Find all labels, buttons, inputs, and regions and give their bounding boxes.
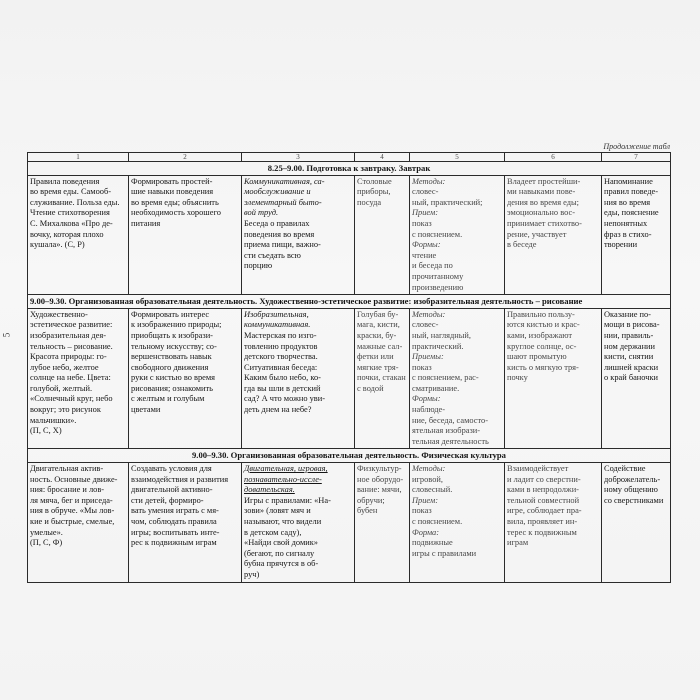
text-line: со сверстниками <box>604 495 664 505</box>
text-line: Изобразительная, <box>244 309 309 319</box>
text-line: называют, что видели <box>244 517 322 526</box>
text-line: умелые». <box>30 527 63 537</box>
text-line: Чтение стихотворения <box>30 208 110 218</box>
section-header-row <box>28 295 671 309</box>
techniques-text <box>412 363 502 395</box>
methods-text <box>412 320 502 352</box>
cell-materials <box>355 463 410 583</box>
methods-label: Методы: <box>412 464 446 474</box>
text-line: вила, проявляет ин- <box>507 517 578 526</box>
text-line: ния в обруче. «Мы лов- <box>30 506 115 516</box>
text-line: Художественно- <box>30 309 88 319</box>
column-number: 4 <box>355 153 410 162</box>
text-line: ятельная изобрази- <box>412 426 481 436</box>
cell-goals <box>129 308 242 449</box>
text-line: эмоционально вос- <box>507 208 575 218</box>
text-line: круглое солнце, ос- <box>507 341 577 351</box>
text-line: словесный. <box>412 485 453 495</box>
cell-goals <box>129 463 242 583</box>
column-number: 5 <box>410 153 505 162</box>
text-line: мага, кисти, <box>357 320 400 330</box>
text-line: поведения во время <box>244 229 315 239</box>
text-line: вой труд. <box>244 208 279 218</box>
text-line: деть днем на небе? <box>244 405 312 415</box>
text-line: порцию <box>244 261 273 271</box>
text-line: Содействие <box>604 464 646 474</box>
text-line: фраз в стихо- <box>604 229 652 239</box>
text-line: во время еды; объяснить <box>131 197 219 207</box>
text-line: ное оборудо- <box>357 474 404 484</box>
text-line: тельная деятельность <box>412 436 489 446</box>
text-line: ля мяча, бег и приседа- <box>30 495 113 505</box>
cell-goals <box>129 175 242 295</box>
cell-activity <box>242 175 355 295</box>
methods-text <box>412 475 502 496</box>
text-line: дения во время еды; <box>507 197 579 207</box>
techniques-text <box>412 219 502 240</box>
text-line: сти детей, формиро- <box>131 495 204 505</box>
text-line: игры; воспитывать инте- <box>131 527 220 537</box>
text-line: и ладит со сверстни- <box>507 474 581 484</box>
table-row <box>28 463 671 583</box>
column-number: 7 <box>602 153 671 162</box>
text-line: Напоминание <box>604 176 653 186</box>
text-line: рение, участвует <box>507 229 567 239</box>
techniques-text <box>412 506 502 527</box>
text-line: Формировать простей- <box>131 176 213 186</box>
section-header-row <box>28 162 671 176</box>
text-line: товлению продуктов <box>244 341 318 351</box>
text-line: (П, С, Х) <box>30 426 62 436</box>
lesson-plan-table <box>27 152 671 583</box>
text-line: чом, соблюдать правила <box>131 517 217 526</box>
text-line: Правила поведения <box>30 176 100 186</box>
text-line: почки, стакан <box>357 373 406 383</box>
text-line: (бегают, по сигналу <box>244 548 315 558</box>
text-line: голубой, желтый. <box>30 383 93 393</box>
text-line: тельность – рисование. <box>30 341 113 351</box>
text-line: показ <box>412 218 432 228</box>
text-line: гда вы шли в детский <box>244 383 321 393</box>
text-line: «Найди свой домик» <box>244 538 318 548</box>
text-line: вершенствовать навык <box>131 352 212 362</box>
cell-support <box>602 175 671 295</box>
text-line: с пояснением. <box>412 229 463 239</box>
text-line: еды, пояснение <box>604 208 659 218</box>
text-line: мягкие тря- <box>357 362 399 372</box>
section-title: 9.00–9.30. Организованная образовательная деятельность. Художественно-эстетическое развитие: изобразительная деятельность – рисование <box>28 295 671 309</box>
column-number: 1 <box>28 153 129 162</box>
text-line: служивание. Польза еды. <box>30 197 120 207</box>
forms-label: Формы: <box>412 240 441 250</box>
text-line: игровой, <box>412 474 443 484</box>
activity-text <box>244 496 352 581</box>
text-line: необходимость хорошего <box>131 208 221 218</box>
text-line: детского творчества. <box>244 352 318 362</box>
text-line: довательская. <box>244 485 295 495</box>
text-line: Двигательная, игровая, <box>244 464 328 474</box>
text-line: ются кистью и крас- <box>507 320 580 330</box>
text-line: лубое небо, желтое <box>30 362 99 372</box>
forms-text <box>412 538 502 559</box>
text-line: питания <box>131 218 161 228</box>
text-line: Владеет простейши- <box>507 176 581 186</box>
column-number: 6 <box>505 153 602 162</box>
column-number-row <box>28 153 671 162</box>
cell-topic <box>28 175 129 295</box>
activity-text <box>244 331 352 416</box>
cell-outcomes <box>505 175 602 295</box>
methods-label: Методы: <box>412 309 446 319</box>
text-line: «Солнечный круг, небо <box>30 394 113 404</box>
text-line: коммуникативная. <box>244 320 311 330</box>
text-line: цветами <box>131 405 161 415</box>
activity-text <box>244 219 352 272</box>
text-line: Взаимодействует <box>507 464 569 474</box>
table-row <box>28 175 671 295</box>
text-line: наблюде- <box>412 405 446 415</box>
text-line: с водой <box>357 383 384 393</box>
text-line: в беседе <box>507 240 537 250</box>
section-title: 9.00–9.30. Организованная образовательная деятельность. Физическая культура <box>28 449 671 463</box>
text-line: ному общению <box>604 485 658 495</box>
column-number: 3 <box>242 153 355 162</box>
text-line: ками, изображают <box>507 330 573 340</box>
text-line: игре, соблюдает пра- <box>507 506 582 516</box>
text-line: свободного движения <box>131 362 209 372</box>
forms-text <box>412 251 502 293</box>
text-line: и беседа по прочитанному <box>412 261 464 281</box>
text-line: посуда <box>357 197 382 207</box>
text-line: Ситуативная беседа: <box>244 362 318 372</box>
text-line: правил поведе- <box>604 187 659 197</box>
text-line: Оказание по- <box>604 309 651 319</box>
text-line: (П, С, Ф) <box>30 538 63 548</box>
text-line: шие навыки поведения <box>131 187 214 197</box>
text-line: эстетическое развитие: <box>30 320 113 330</box>
forms-label: Формы: <box>412 394 441 404</box>
text-line: руки с кистью во время <box>131 373 216 383</box>
cell-support <box>602 463 671 583</box>
text-line: Коммуникативная, са- <box>244 176 325 186</box>
text-line: о край баночки <box>604 373 659 383</box>
text-line: шают промытую <box>507 352 567 362</box>
cell-support <box>602 308 671 449</box>
text-line: С. Михалкова «Про де- <box>30 218 113 228</box>
text-line: приобщать к изобрази- <box>131 330 213 340</box>
text-line: кушала». (С, Р) <box>30 240 85 250</box>
cell-methods <box>410 463 505 583</box>
text-line: принимает стихотво- <box>507 218 582 228</box>
text-line: фетки или <box>357 352 394 362</box>
text-line: игры с правилами <box>412 548 477 558</box>
text-line: непонятных <box>604 218 648 228</box>
text-line: солнце на небе. Цвета: <box>30 373 111 383</box>
text-line: Голубая бу- <box>357 309 399 319</box>
text-line: терес к подвижным <box>507 527 577 537</box>
text-line: подвижные <box>412 538 453 548</box>
methods-label: Методы: <box>412 176 446 186</box>
text-line: Правильно пользу- <box>507 309 575 319</box>
text-line: ками в непродолжи- <box>507 485 579 495</box>
text-line: доброжелатель- <box>604 474 661 484</box>
cell-materials <box>355 175 410 295</box>
text-line: в детском саду), <box>244 527 302 537</box>
cell-materials <box>355 308 410 449</box>
text-line: мажные сал- <box>357 341 403 351</box>
text-line: ный, наглядный, <box>412 330 471 340</box>
text-line: сматривание. <box>412 383 460 393</box>
section-header-row <box>28 449 671 463</box>
text-line: лишней краски <box>604 362 659 372</box>
techniques-label: Приемы: <box>412 352 444 362</box>
forms-text <box>412 405 502 447</box>
text-line: Беседа о правилах <box>244 218 310 228</box>
text-line: Создавать условия для <box>131 464 212 474</box>
text-line: Формировать интерес <box>131 309 210 319</box>
text-line: творении <box>604 240 638 250</box>
cell-outcomes <box>505 463 602 583</box>
text-line: вать умения играть с мя- <box>131 506 219 516</box>
text-line: показ <box>412 506 432 516</box>
text-line: с желтым и голубым <box>131 394 205 404</box>
text-line: тельной совместной <box>507 495 580 505</box>
text-line: нии, правиль- <box>604 330 654 340</box>
text-line: тельному искусству; со- <box>131 341 217 351</box>
methods-text <box>412 187 502 208</box>
text-line: Красота природы: го- <box>30 352 107 362</box>
column-number: 2 <box>129 153 242 162</box>
text-line: показ <box>412 362 432 372</box>
text-line: вочку, которая плохо <box>30 229 104 239</box>
text-line: Игры с правилами: «На- <box>244 495 331 505</box>
text-line: ния: бросание и лов- <box>30 485 105 495</box>
text-line: с пояснением. <box>412 517 463 526</box>
text-line: ния во время <box>604 197 651 207</box>
text-line: ние, беседа, самосто- <box>412 415 489 425</box>
text-line: обручи; <box>357 495 385 505</box>
text-line: рисования; ознакомить <box>131 383 213 393</box>
text-line: практический. <box>412 341 464 351</box>
text-line: ми навыками пове- <box>507 187 576 197</box>
text-line: словес- <box>412 187 439 197</box>
cell-activity <box>242 463 355 583</box>
cell-topic <box>28 463 129 583</box>
text-line: приема пищи, важно- <box>244 240 321 250</box>
text-line: ность. Основные движе- <box>30 474 118 484</box>
text-line: вание: мячи, <box>357 485 402 495</box>
activity-type <box>244 464 352 496</box>
text-line: сти съедать всю <box>244 250 301 260</box>
activity-type <box>244 177 352 219</box>
text-line: играм <box>507 538 529 548</box>
text-line: Мастерская по изго- <box>244 330 317 340</box>
text-line: взаимодействия и развития <box>131 474 229 484</box>
text-line: Столовые <box>357 176 392 186</box>
text-line: изобразительная дея- <box>30 330 107 340</box>
cell-topic <box>28 308 129 449</box>
text-line: Физкультур- <box>357 464 402 474</box>
text-line: рес к подвижным играм <box>131 538 217 548</box>
text-line: двигательной активно- <box>131 485 213 495</box>
cell-methods <box>410 308 505 449</box>
text-line: приборы, <box>357 187 391 197</box>
text-line: с пояснением, рас- <box>412 373 479 383</box>
text-line: словес- <box>412 320 439 330</box>
cell-methods <box>410 175 505 295</box>
text-line: кие и быстрые, смелые, <box>30 517 115 526</box>
text-line: бубен <box>357 506 378 516</box>
text-line: мообслуживание и <box>244 187 311 197</box>
techniques-label: Прием: <box>412 208 439 218</box>
cell-outcomes <box>505 308 602 449</box>
techniques-label: Прием: <box>412 495 439 505</box>
text-line: к изображению природы; <box>131 320 222 330</box>
text-line: почку <box>507 373 528 383</box>
section-title: 8.25–9.00. Подготовка к завтраку. Завтрак <box>28 162 671 176</box>
text-line: элементарный быто- <box>244 197 322 207</box>
text-line: зови» (ловят мяч и <box>244 506 311 516</box>
cell-activity <box>242 308 355 449</box>
page-number: 5 <box>1 332 12 338</box>
text-line: произведению <box>412 282 464 292</box>
activity-type <box>244 310 352 331</box>
text-line: мощи в рисова- <box>604 320 660 330</box>
text-line: бубна прячутся в об- <box>244 559 319 569</box>
text-line: Каким было небо, ко- <box>244 373 321 383</box>
continuation-label: Продолжение табл <box>603 142 670 151</box>
text-line: познавательно-иссле- <box>244 474 322 484</box>
text-line: ном держании <box>604 341 656 351</box>
table-row <box>28 308 671 449</box>
forms-label: Форма: <box>412 527 440 537</box>
text-line: ный, практический; <box>412 197 483 207</box>
text-line: мальчишки». <box>30 415 77 425</box>
text-line: сад? А что можно уви- <box>244 394 326 404</box>
text-line: руч) <box>244 569 260 579</box>
text-line: Двигательная актив- <box>30 464 104 474</box>
text-line: во время еды. Самооб- <box>30 187 111 197</box>
text-line: вокруг; это рисунок <box>30 405 101 415</box>
text-line: кисть о мягкую тря- <box>507 362 579 372</box>
text-line: краски, бу- <box>357 330 397 340</box>
text-line: кисти, снятии <box>604 352 654 362</box>
text-line: чтение <box>412 250 437 260</box>
